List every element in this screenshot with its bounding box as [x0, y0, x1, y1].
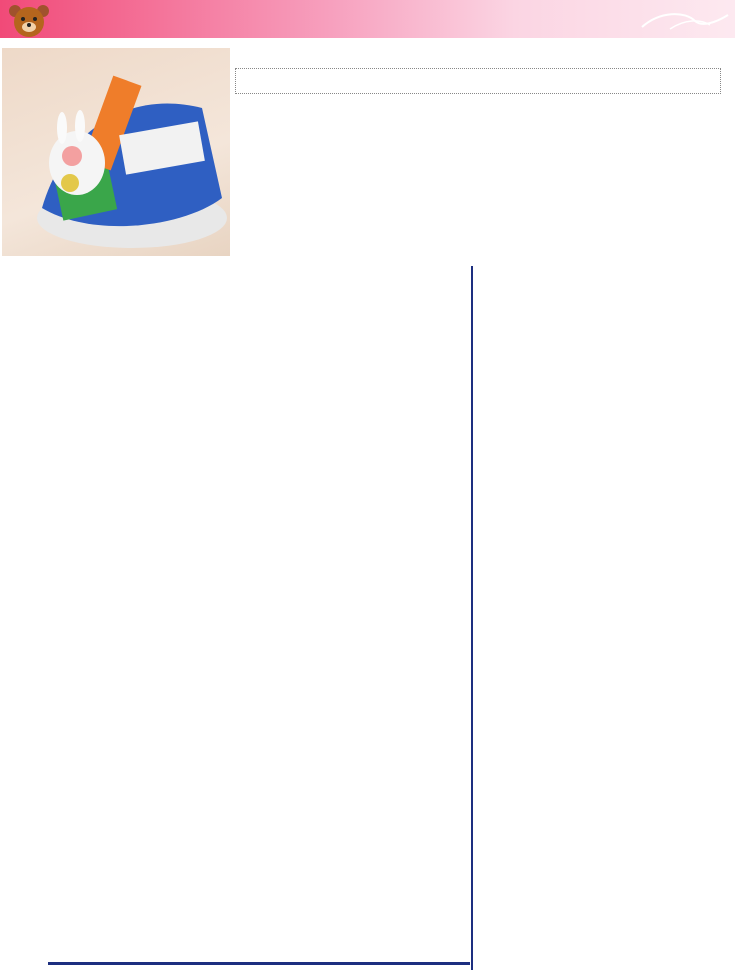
measurement-chart: [0, 278, 445, 920]
page-title: [58, 9, 62, 27]
ruler-svg: [0, 278, 445, 920]
header-banner: [0, 0, 735, 38]
table-title: [236, 69, 721, 94]
sandal-illustration: [2, 48, 230, 256]
bear-logo-icon: [6, 3, 52, 39]
size-table: [235, 68, 721, 94]
swirl-decoration-icon: [640, 9, 730, 31]
heel-baseline: [48, 962, 470, 965]
product-photo: [2, 48, 230, 256]
instructions-panel: [522, 264, 734, 314]
instep-line: [471, 266, 473, 970]
